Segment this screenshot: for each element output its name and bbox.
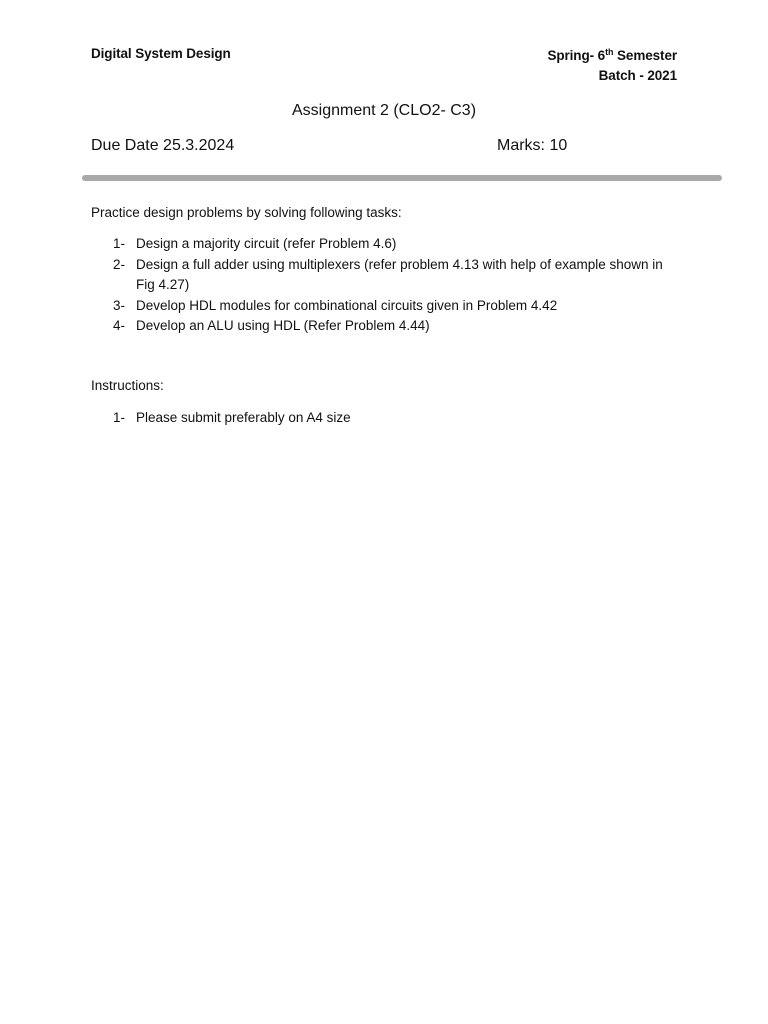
task-text: Design a full adder using multiplexers (refer problem 4.13 with help of example shown in Fig 4.27)	[136, 256, 663, 292]
task-number: 2-	[113, 256, 126, 272]
semester-suffix: Semester	[613, 48, 677, 63]
task-number: 3-	[113, 297, 126, 313]
instruction-list	[113, 408, 683, 429]
instruction-number: 1-	[113, 410, 126, 425]
task-item	[113, 316, 683, 337]
task-text: Design a majority circuit (refer Problem 4.6)	[136, 236, 397, 251]
semester-line	[547, 46, 677, 66]
task-number: 4-	[113, 318, 126, 333]
semester-superscript: th	[605, 47, 614, 57]
semester-info	[547, 46, 677, 86]
batch-line: Batch - 2021	[598, 68, 677, 83]
task-text: Develop an ALU using HDL (Refer Problem 4.44)	[136, 318, 430, 333]
instruction-text: Please submit preferably on A4 size	[136, 410, 351, 425]
semester-prefix: Spring- 6	[547, 48, 606, 63]
course-title: Digital System Design	[91, 46, 231, 61]
task-item	[113, 234, 683, 255]
task-list	[113, 234, 683, 337]
task-number: 1-	[113, 236, 126, 251]
horizontal-divider	[82, 175, 722, 181]
task-text: Develop HDL modules for combinational circuits given in Problem 4.42	[136, 297, 558, 313]
instructions-heading: Instructions:	[91, 378, 164, 393]
marks: Marks: 10	[497, 137, 568, 154]
task-item	[113, 296, 683, 317]
due-date: Due Date 25.3.2024	[91, 137, 235, 154]
tasks-intro: Practice design problems by solving following tasks:	[91, 205, 402, 220]
instruction-item	[113, 408, 683, 429]
task-item	[113, 255, 683, 296]
assignment-title: Assignment 2 (CLO2- C3)	[291, 102, 477, 119]
